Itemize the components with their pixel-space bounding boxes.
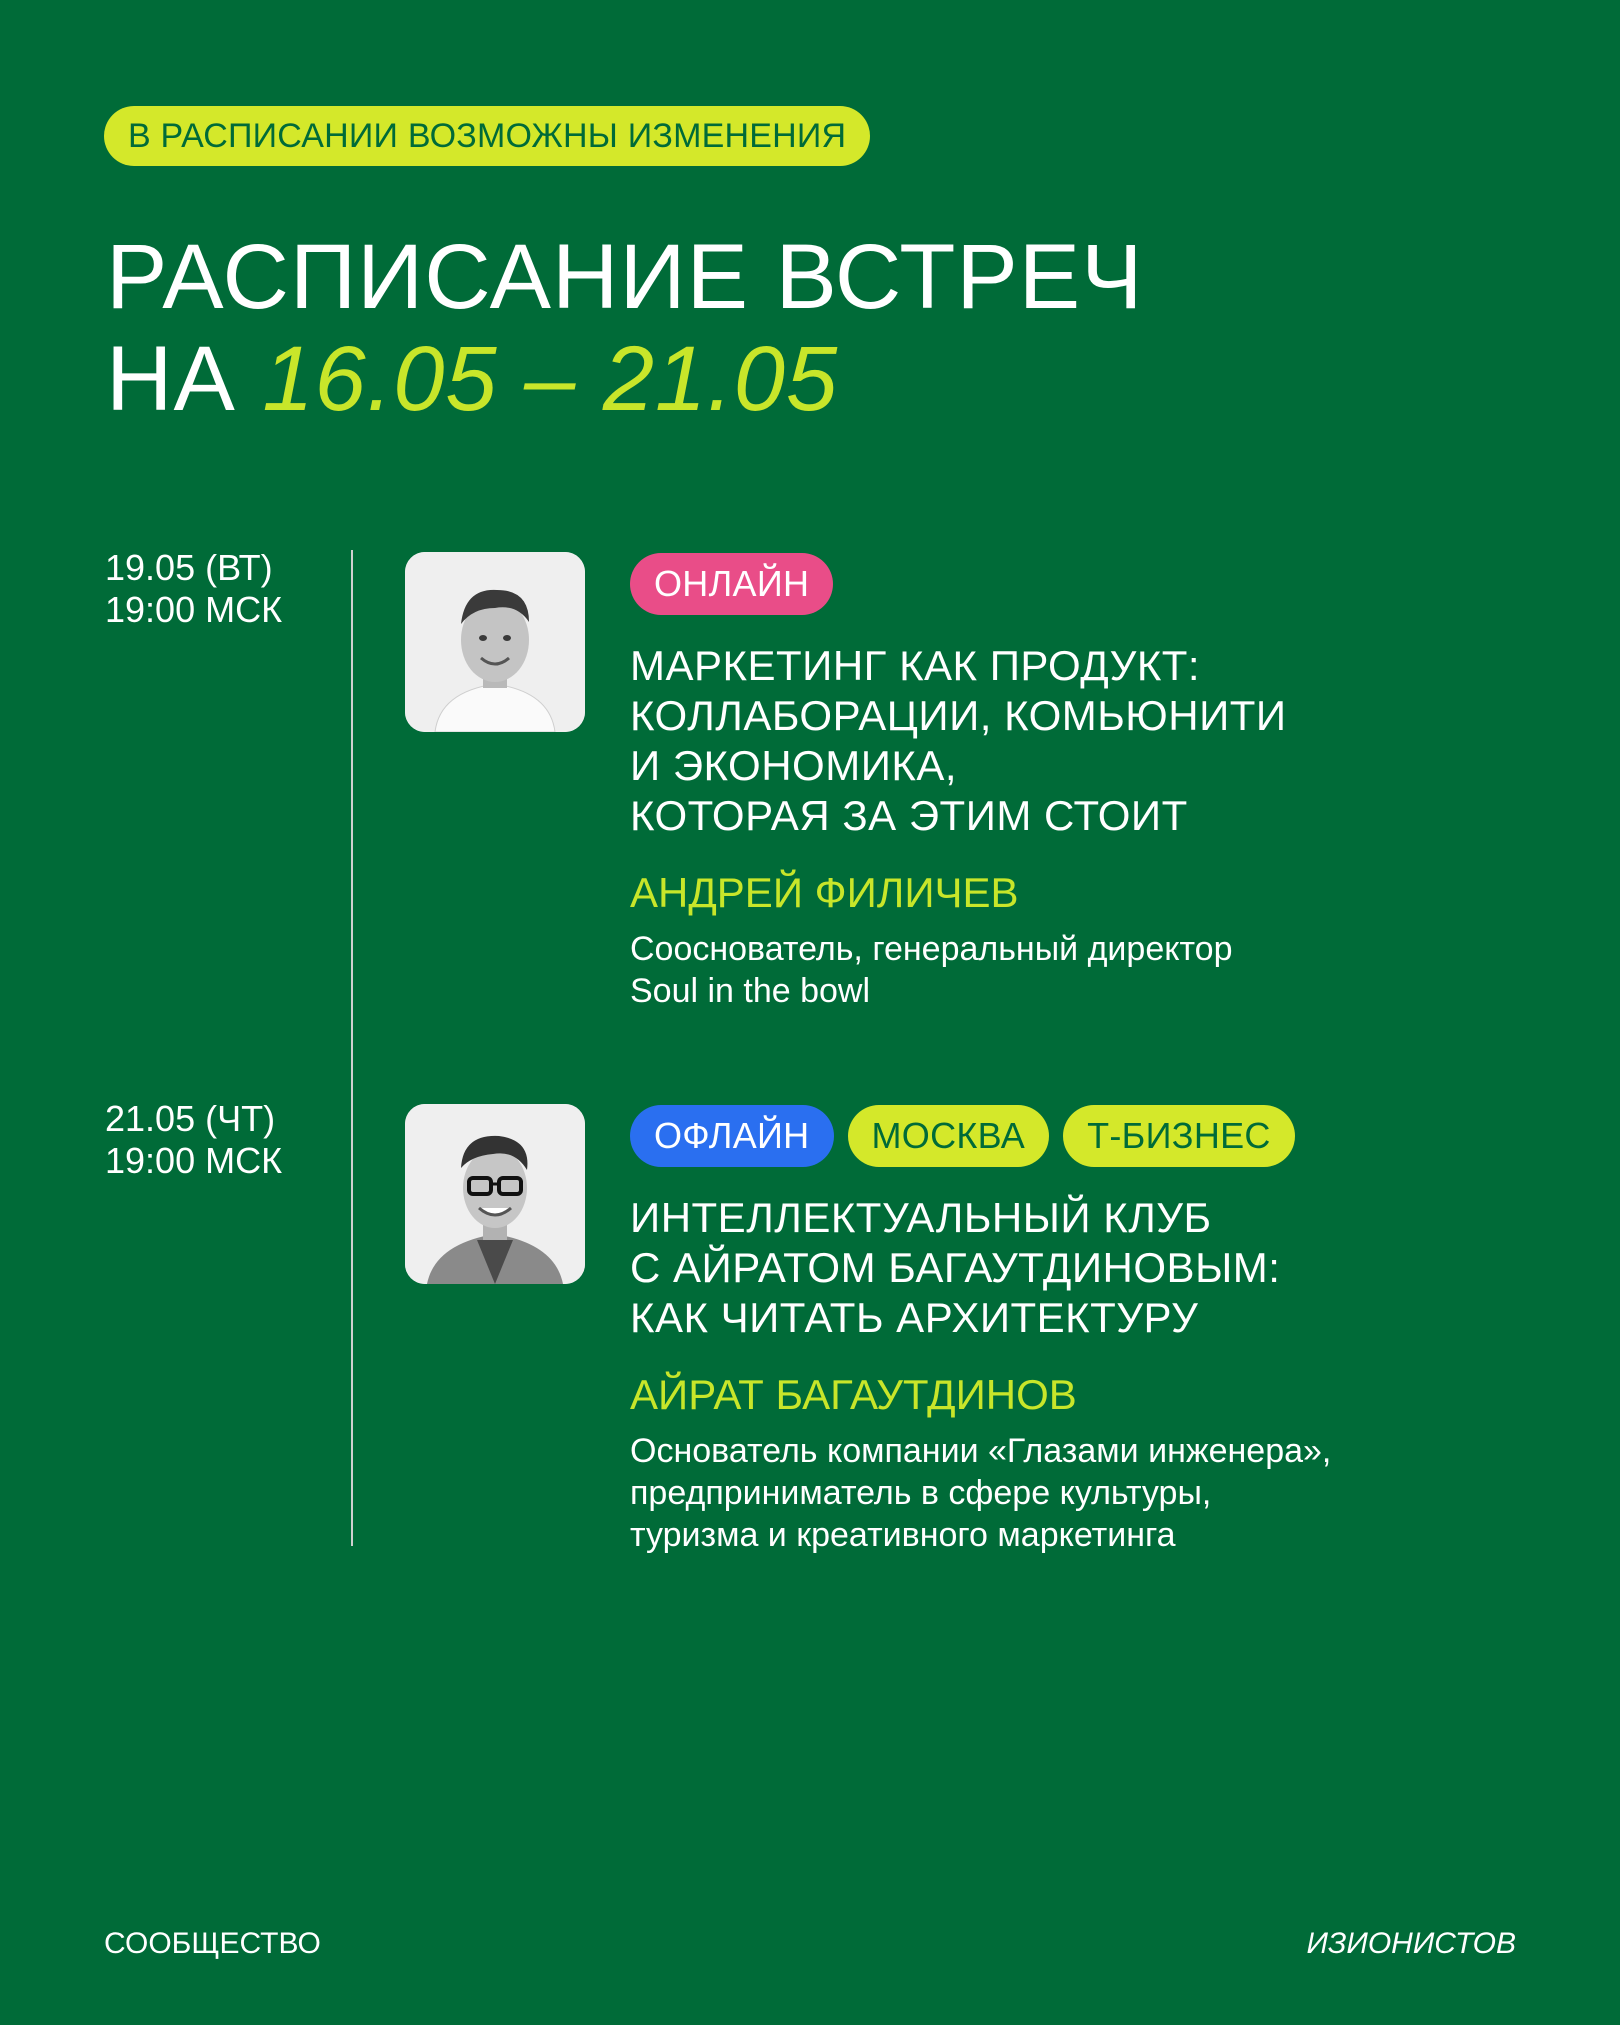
page-title-line2: [106, 328, 1143, 430]
event-day: 19.05 (ВТ): [105, 547, 273, 588]
event-time: 19:00 МСК: [105, 1140, 283, 1181]
speaker-photo: [405, 552, 585, 732]
tag-city: МОСКВА: [848, 1105, 1050, 1167]
page-title-prefix: НА: [106, 328, 236, 430]
speaker-portrait-icon: [405, 552, 585, 732]
event-day: 21.05 (ЧТ): [105, 1098, 276, 1139]
timeline-divider: [351, 550, 353, 1546]
speaker-photo: [405, 1104, 585, 1284]
event-time: 19:00 МСК: [105, 589, 283, 630]
event-title: МАРКЕТИНГ КАК ПРОДУКТ: КОЛЛАБОРАЦИИ, КОМЬЮНИТИ И ЭКОНОМИКА, КОТОРАЯ ЗА ЭТИМ СТОИТ: [630, 642, 1287, 839]
speaker-name: АЙРАТ БАГАУТДИНОВ: [630, 1371, 1077, 1418]
page-title-dates: 16.05 – 21.05: [262, 328, 839, 430]
speaker-portrait-icon: [405, 1104, 585, 1284]
footer-right: ИЗИОНИСТОВ: [1306, 1927, 1516, 1960]
tag-offline: ОФЛАЙН: [630, 1105, 834, 1167]
schedule-change-notice: В РАСПИСАНИИ ВОЗМОЖНЫ ИЗМЕНЕНИЯ: [104, 106, 870, 166]
speaker-role: Основатель компании «Глазами инженера», предприниматель в сфере культуры, туризма и креативного маркетинга: [630, 1432, 1332, 1554]
tag-venue: Т-БИЗНЕС: [1063, 1105, 1295, 1167]
speaker-role: Сооснователь, генеральный директор Soul in the bowl: [630, 930, 1233, 1010]
event-tags: [630, 553, 833, 615]
tag-online: ОНЛАЙН: [630, 553, 833, 615]
event-title: ИНТЕЛЛЕКТУАЛЬНЫЙ КЛУБ С АЙРАТОМ БАГАУТДИНОВЫМ: КАК ЧИТАТЬ АРХИТЕКТУРУ: [630, 1194, 1281, 1341]
footer-left: СООБЩЕСТВО: [104, 1927, 321, 1960]
page-title-line1: РАСПИСАНИЕ ВСТРЕЧ: [106, 226, 1144, 328]
event-date-1: [105, 547, 282, 631]
page-title: [106, 226, 1143, 430]
event-tags: [630, 1105, 1295, 1167]
speaker-name: АНДРЕЙ ФИЛИЧЕВ: [630, 869, 1019, 916]
event-date-2: [105, 1098, 282, 1182]
